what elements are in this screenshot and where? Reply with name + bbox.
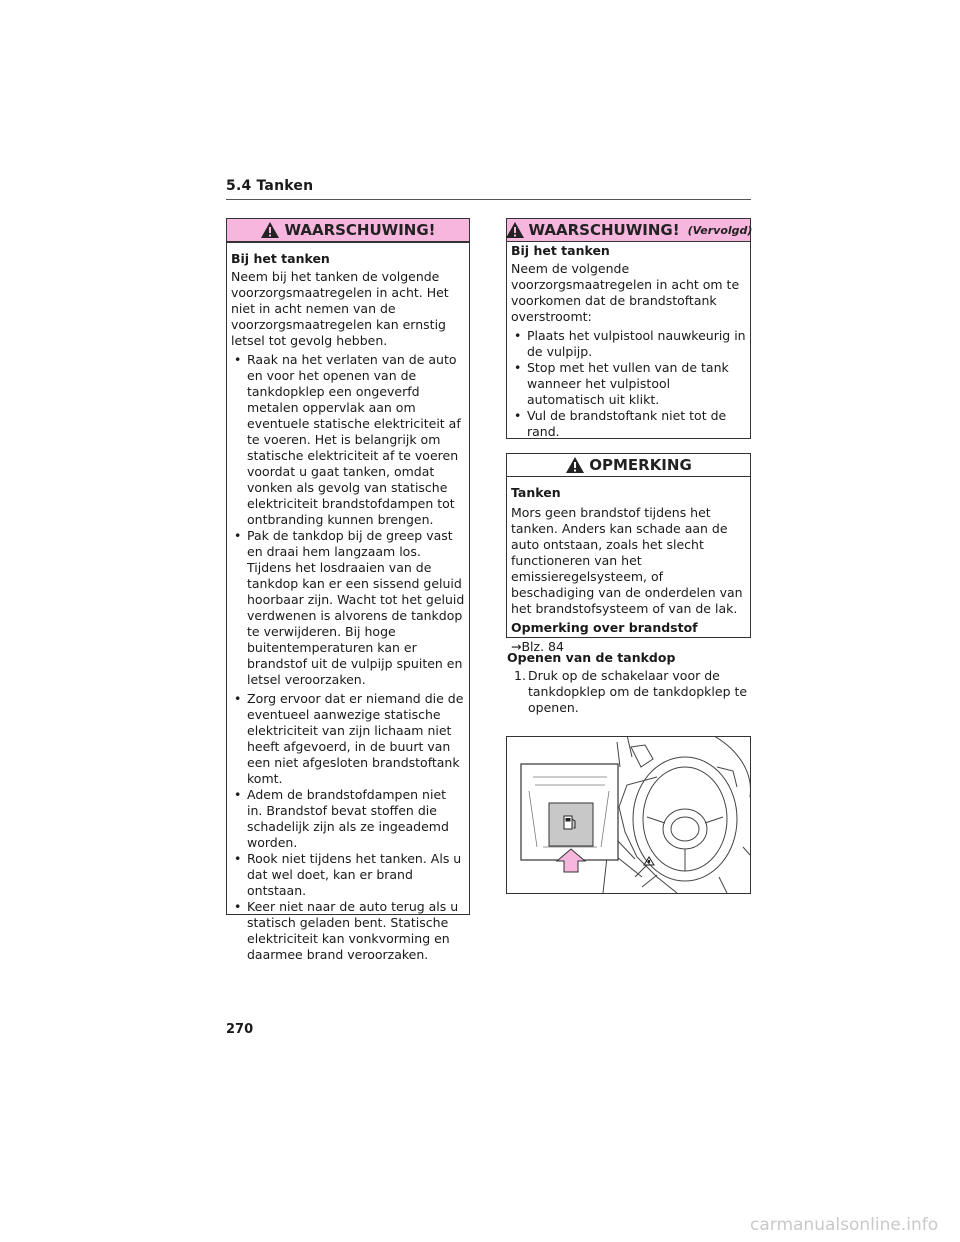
notice-text: Mors geen brandstof tijdens het tanken. Anders kan schade aan de auto ontstaan, zoals het slecht functioneren van het emissieregelsysteem, of beschadiging van de onderdelen van het brandstofsysteem of van de lak. (511, 505, 743, 616)
warning-bullet: • Vul de brandstoftank niet tot de rand. (511, 408, 746, 440)
notice-body (507, 477, 750, 662)
warning-bullet: • Stop met het vullen van de tank wanneer het vulpistool automatisch uit klikt. (511, 360, 746, 408)
warning-triangle-icon (260, 221, 280, 239)
procedure-step (514, 668, 749, 716)
warning-intro: Neem de volgende voorzorgsmaatregelen in acht om te voorkomen dat de brandstoftank overstroomt: (511, 261, 740, 324)
warning-triangle-icon (505, 221, 525, 239)
continued-label: (Vervolgd) (687, 223, 753, 237)
notice-subtitle: Tanken (511, 485, 561, 500)
warning-bullet: • Pak de tankdop bij de greep vast en draai hem langzaam los. (231, 528, 465, 560)
warning-title: WAARSCHUWING! (528, 221, 680, 239)
warning-bullet: • Zorg ervoor dat er niemand die de eventueel aanwezige statische elektriciteit van zijn lichaam niet heeft afgevoerd, in de buurt van een niet afgesloten brandstoftank komt. (231, 691, 465, 787)
notice-box (506, 453, 751, 654)
page-reference-link[interactable]: →Blz. 84 (511, 639, 564, 654)
warning-header (227, 219, 469, 241)
warning-body (507, 242, 750, 444)
section-title: 5.4 Tanken (226, 178, 314, 194)
warning-intro: Neem bij het tanken de volgende voorzorgsmaatregelen in acht. Het niet in acht nemen van de voorzorgsmaatregelen kan ernstig letsel tot gevolg hebben. (231, 269, 449, 348)
warning-bullet-note: Tijdens het losdraaien van de tankdop kan er een sissend geluid hoorbaar zijn. Wacht tot het geluid verdwenen is alvorens de tankdop te verwijderen. Bij hoge buitentemperaturen kan er brandstof uit de vulpijp spuiten en letsel veroorzaken. (247, 560, 465, 687)
section-rule (226, 199, 751, 200)
warning-bullet: • Adem de brandstofdampen niet in. Brandstof bevat stoffen die schadelijk zijn als ze ingeademd worden. (231, 787, 465, 851)
warning-box-right (506, 218, 751, 439)
warning-box-left (226, 218, 470, 962)
warning-bullet: • Raak na het verlaten van de auto en voor het openen van de tankdopklep een ongeverfd metalen oppervlak aan om eventuele statische elektriciteit af te voeren. Het is belangrijk om statische elektriciteit af te voeren voordat u gaat tanken, omdat vonken als gevolg van statische elektriciteit brandstofdampen tot ontbranding kunnen brengen. (231, 352, 465, 528)
procedure-heading: Openen van de tankdop (507, 650, 676, 665)
step-text: Druk op de schakelaar voor de tankdopklep om de tankdopklep te openen. (528, 668, 748, 715)
warning-subtitle: Bij het tanken (511, 243, 610, 258)
warning-header (507, 219, 753, 241)
warning-triangle-icon (565, 456, 585, 474)
notice-header (507, 454, 750, 477)
page-number: 270 (226, 1022, 254, 1037)
warning-body (227, 243, 469, 967)
dashboard-illustration (506, 736, 751, 894)
warning-bullet: • Keer niet naar de auto terug als u statisch geladen bent. Statische elektriciteit kan vonkvorming en daarmee brand veroorzaken. (231, 899, 465, 963)
warning-title: WAARSCHUWING! (284, 221, 436, 239)
warning-subtitle: Bij het tanken (231, 251, 330, 266)
watermark: carmanualsonline.info (750, 1215, 939, 1235)
notice-subtitle-2: Opmerking over brandstof (511, 620, 698, 635)
notice-title: OPMERKING (589, 456, 692, 474)
warning-bullet: • Rook niet tijdens het tanken. Als u dat wel doet, kan er brand ontstaan. (231, 851, 465, 899)
step-number: 1. (514, 668, 526, 683)
dashboard-drawing (507, 737, 750, 893)
warning-bullet: • Plaats het vulpistool nauwkeurig in de vulpijp. (511, 328, 746, 360)
